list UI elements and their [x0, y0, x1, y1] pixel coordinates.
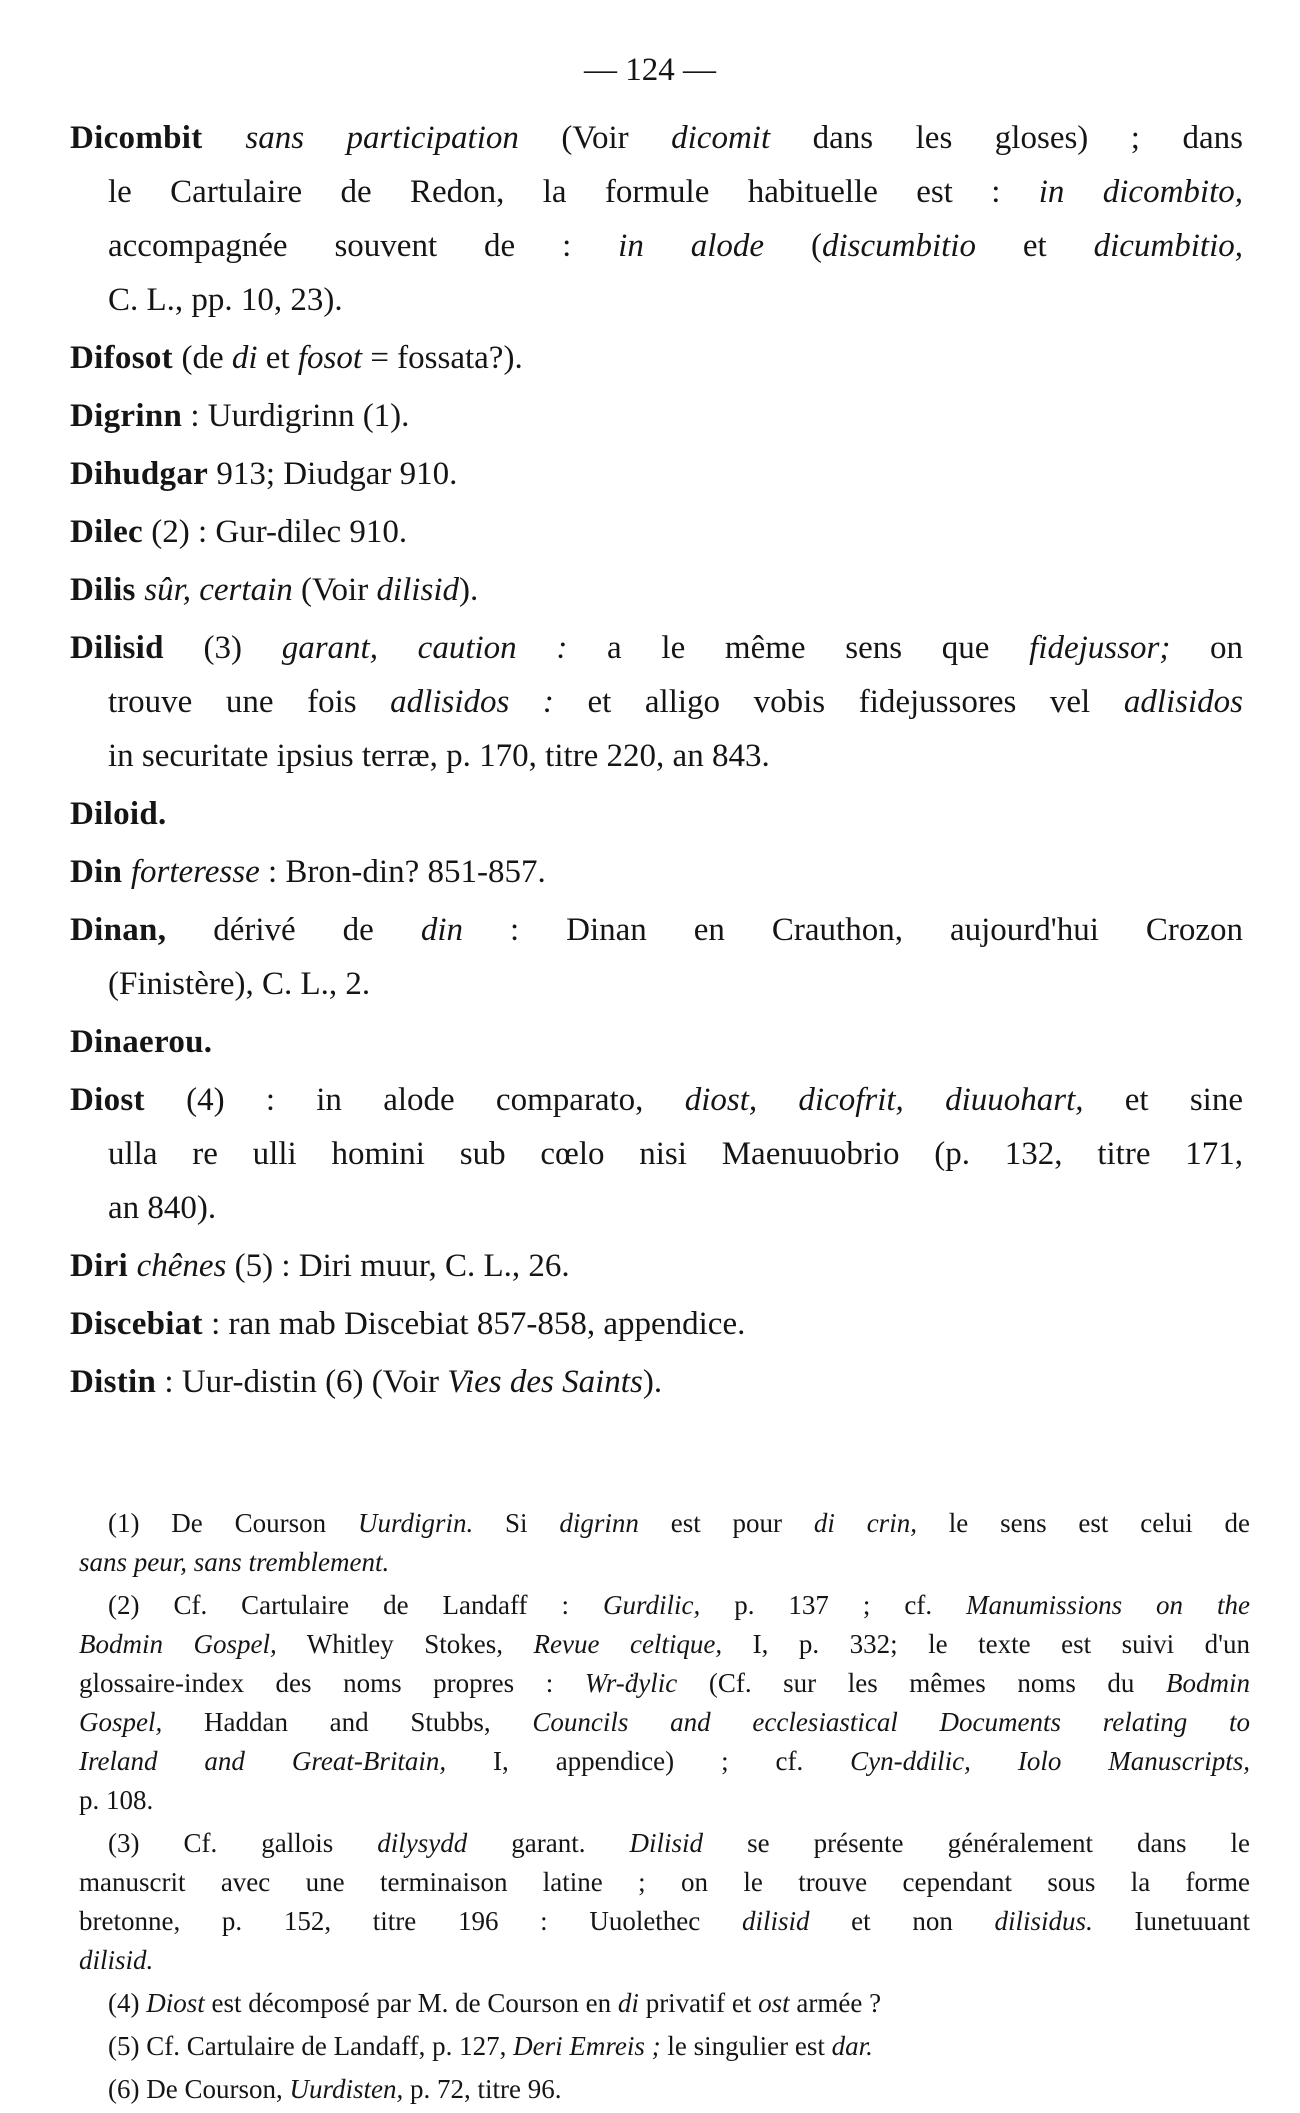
italic-text: discumbitio — [821, 228, 976, 264]
text-line — [0, 447, 1243, 501]
italic-text: digrinn — [559, 1508, 639, 1538]
text-line — [0, 1742, 1250, 1781]
text: le Cartulaire de Redon, la formule habituelle est : — [108, 174, 1039, 210]
text-line — [0, 2027, 1250, 2066]
text-line — [0, 331, 1243, 385]
text: p. 137 ; cf. — [700, 1590, 967, 1620]
text: (Finistère), C. L., 2. — [108, 966, 371, 1002]
text-line — [0, 1015, 1243, 1069]
text: ( — [764, 228, 822, 264]
italic-text: in dicombito, — [1038, 174, 1243, 210]
italic-text: dicumbitio, — [1093, 228, 1243, 264]
text: ). — [459, 572, 479, 608]
text: p. 72, titre 96. — [403, 2074, 562, 2104]
text: : Dinan en Crauthon, aujourd'hui Crozon — [463, 912, 1243, 948]
italic-text: din — [420, 912, 463, 948]
text: p. 108. — [79, 1785, 154, 1815]
headword: Dilisid — [70, 630, 164, 666]
text: glossaire-index des noms propres : — [79, 1668, 585, 1698]
italic-text: Dilisid — [629, 1828, 704, 1858]
text: (5) : Diri muur, C. L., 26. — [226, 1248, 570, 1284]
italic-text: Diost — [146, 1988, 205, 2018]
text-line — [0, 729, 1243, 783]
text: in securitate ipsius terræ, p. 170, titre 220, an 843. — [108, 738, 770, 774]
headword: Dinaerou. — [70, 1024, 213, 1060]
italic-text: sûr, certain — [144, 572, 293, 608]
text-line — [0, 1824, 1250, 1863]
headword: Distin — [70, 1364, 157, 1400]
glossary-entry — [0, 389, 1300, 443]
text-line — [0, 957, 1243, 1011]
italic-text: Deri Emreis ; — [513, 2031, 661, 2061]
italic-text: ost — [758, 1988, 790, 2018]
text: : Uur-distin (6) (Voir — [156, 1364, 448, 1400]
headword: Diri — [70, 1248, 137, 1284]
italic-text: Gurdilic, — [602, 1590, 701, 1620]
text: (6) De Courson, — [108, 2074, 290, 2104]
text: : ran mab Discebiat 857-858, appendice. — [202, 1306, 746, 1342]
italic-text: Councils and ecclesiastical Documents relating to — [532, 1707, 1250, 1737]
italic-text: Gospel, — [79, 1707, 163, 1737]
glossary-entries — [0, 111, 1300, 1413]
headword: Discebiat — [70, 1306, 203, 1342]
italic-text: Manumissions on the — [966, 1590, 1251, 1620]
text: et sine — [1083, 1082, 1243, 1118]
headword: Difosot — [70, 340, 182, 376]
text: (Cf. sur les mêmes noms du — [677, 1668, 1166, 1698]
text: (Voir — [292, 572, 377, 608]
headword: Dicombit — [70, 120, 246, 156]
italic-text: Uurdisten, — [289, 2074, 404, 2104]
text: 913; Diudgar 910. — [208, 456, 458, 492]
text: le sens est celui de — [916, 1508, 1251, 1538]
glossary-entry — [0, 1073, 1300, 1235]
italic-text: adlisidos — [1123, 684, 1244, 720]
text-line — [0, 1703, 1250, 1742]
text-line — [0, 1625, 1250, 1664]
text: bretonne, p. 152, titre 196 : Uuolethec — [79, 1906, 742, 1936]
italic-text: Cyn-ddilic, Iolo Manuscripts, — [850, 1746, 1251, 1776]
glossary-entry — [0, 903, 1300, 1011]
headword: Digrinn — [70, 398, 183, 434]
footnote — [0, 1504, 1300, 1582]
text-line — [0, 1239, 1243, 1293]
italic-text: dilisidus. — [994, 1906, 1093, 1936]
text: (Voir — [518, 120, 672, 156]
text-line — [0, 563, 1243, 617]
text: et non — [809, 1906, 995, 1936]
glossary-entry — [0, 331, 1300, 385]
text-line — [0, 1586, 1250, 1625]
italic-text: Wr-ḋylic — [584, 1668, 678, 1698]
text: se présente généralement dans le — [703, 1828, 1250, 1858]
italic-text: di — [617, 1988, 639, 2018]
glossary-entry — [0, 1239, 1300, 1293]
text: (3) — [163, 630, 282, 666]
text: C. L., pp. 10, 23). — [108, 282, 343, 318]
text: privatif et — [638, 1988, 759, 2018]
text-line — [0, 2070, 1250, 2109]
text: dans les gloses) ; dans — [770, 120, 1243, 156]
glossary-entry — [0, 111, 1300, 327]
glossary-entry — [0, 845, 1300, 899]
italic-text: sans peur, sans tremblement. — [79, 1547, 390, 1577]
italic-text: garant, caution : — [281, 630, 568, 666]
italic-text: di crin, — [813, 1508, 917, 1538]
italic-text: Bodmin Gospel, — [79, 1629, 277, 1659]
text-line — [0, 165, 1243, 219]
page-number: — 124 — — [584, 52, 716, 88]
text-line — [0, 1355, 1243, 1409]
footnote — [0, 1824, 1300, 1980]
text-line — [0, 1297, 1243, 1351]
text: : Uurdigrinn (1). — [182, 398, 410, 434]
italic-text: dilisid. — [79, 1945, 154, 1975]
text: (5) Cf. Cartulaire de Landaff, p. 127, — [108, 2031, 514, 2061]
text-line — [0, 1863, 1250, 1902]
text-line — [0, 389, 1243, 443]
text: (4) : in alode comparato, — [144, 1082, 685, 1118]
text: an 840). — [108, 1190, 217, 1226]
italic-text: Uurdigrin. — [357, 1508, 474, 1538]
italic-text: chênes — [136, 1248, 227, 1284]
glossary-entry — [0, 563, 1300, 617]
headword: Dilec — [70, 514, 143, 550]
headword: Diost — [70, 1082, 145, 1118]
footnote — [0, 1586, 1300, 1820]
text: on — [1170, 630, 1244, 666]
text-line — [0, 1073, 1243, 1127]
glossary-entry — [0, 1297, 1300, 1351]
text: Si — [473, 1508, 560, 1538]
text-line — [0, 845, 1243, 899]
text: et — [975, 228, 1094, 264]
italic-text: Bodmin — [1166, 1668, 1250, 1698]
text: Haddan and Stubbs, — [162, 1707, 533, 1737]
headword: Diloid. — [70, 796, 167, 832]
text: accompagnée souvent de : — [108, 228, 619, 264]
text-line — [0, 505, 1243, 559]
text: (2) : Gur-dilec 910. — [142, 514, 408, 550]
text-line — [0, 787, 1243, 841]
italic-text: dilisid — [741, 1906, 810, 1936]
italic-text: sans participation — [245, 120, 519, 156]
footnote — [0, 2027, 1300, 2066]
italic-text: dar. — [831, 2031, 873, 2061]
text-line — [0, 111, 1243, 165]
text-line — [0, 621, 1243, 675]
text-line — [0, 219, 1243, 273]
text: : Bron-din? 851-857. — [259, 854, 546, 890]
text-line — [0, 1941, 1250, 1980]
italic-text: diost, dicofrit, diuuohart, — [684, 1082, 1084, 1118]
italic-text: di — [231, 340, 258, 376]
text: (2) Cf. Cartulaire de Landaff : — [108, 1590, 603, 1620]
text: dérivé de — [166, 912, 421, 948]
text: (4) — [108, 1988, 147, 2018]
italic-text: dilysydd — [377, 1828, 468, 1858]
text-line — [0, 1504, 1250, 1543]
glossary-entry — [0, 505, 1300, 559]
glossary-entry — [0, 1355, 1300, 1409]
text: et — [257, 340, 298, 376]
text: (de — [181, 340, 232, 376]
text: armée ? — [789, 1988, 882, 2018]
italic-text: dicomit — [671, 120, 771, 156]
text: I, appendice) ; cf. — [446, 1746, 851, 1776]
headword: Dinan, — [70, 912, 167, 948]
footnote — [0, 1984, 1300, 2023]
text: ulla re ulli homini sub cœlo nisi Maenuuobrio (p. 132, titre 171, — [108, 1136, 1243, 1172]
text: (1) De Courson — [108, 1508, 358, 1538]
text-line — [0, 1664, 1250, 1703]
glossary-entry — [0, 787, 1300, 841]
italic-text: Revue celtique, — [533, 1629, 723, 1659]
headword: Din — [70, 854, 131, 890]
italic-text: dilisid — [376, 572, 459, 608]
text: Whitley Stokes, — [276, 1629, 534, 1659]
glossary-entry — [0, 1015, 1300, 1069]
italic-text: adlisidos : — [390, 684, 554, 720]
italic-text: in alode — [618, 228, 765, 264]
text-line — [0, 1984, 1250, 2023]
text: garant. — [467, 1828, 630, 1858]
italic-text: fosot — [297, 340, 363, 376]
text-line — [0, 675, 1243, 729]
text: et alligo vobis fidejussores vel — [553, 684, 1124, 720]
italic-text: Ireland and Great-Britain, — [79, 1746, 447, 1776]
text: = fossata?). — [362, 340, 523, 376]
headword: Dilis — [70, 572, 145, 608]
text: ). — [642, 1364, 663, 1400]
text: le singulier est — [660, 2031, 832, 2061]
text-line — [0, 903, 1243, 957]
text-line — [0, 1127, 1243, 1181]
text: manuscrit avec une terminaison latine ; on le trouve cependant sous la forme — [79, 1867, 1250, 1897]
text-line — [0, 273, 1243, 327]
text-line — [0, 1181, 1243, 1235]
text: I, p. 332; le texte est suivi d'un — [722, 1629, 1251, 1659]
text-line — [0, 1543, 1250, 1582]
italic-text: forteresse — [130, 854, 260, 890]
glossary-entry — [0, 621, 1300, 783]
text: est pour — [638, 1508, 814, 1538]
text-line — [0, 1781, 1250, 1820]
headword: Dihudgar — [70, 456, 209, 492]
text: a le même sens que — [567, 630, 1030, 666]
italic-text: fidejussor; — [1029, 630, 1171, 666]
glossary-entry — [0, 447, 1300, 501]
text: trouve une fois — [108, 684, 391, 720]
footnote — [0, 2070, 1300, 2109]
text: (3) Cf. gallois — [108, 1828, 378, 1858]
text: Iunetuuant — [1092, 1906, 1250, 1936]
footnotes — [0, 1504, 1300, 2113]
text: est décomposé par M. de Courson en — [204, 1988, 618, 2018]
text-line — [0, 1902, 1250, 1941]
italic-text: Vies des Saints — [447, 1364, 643, 1400]
